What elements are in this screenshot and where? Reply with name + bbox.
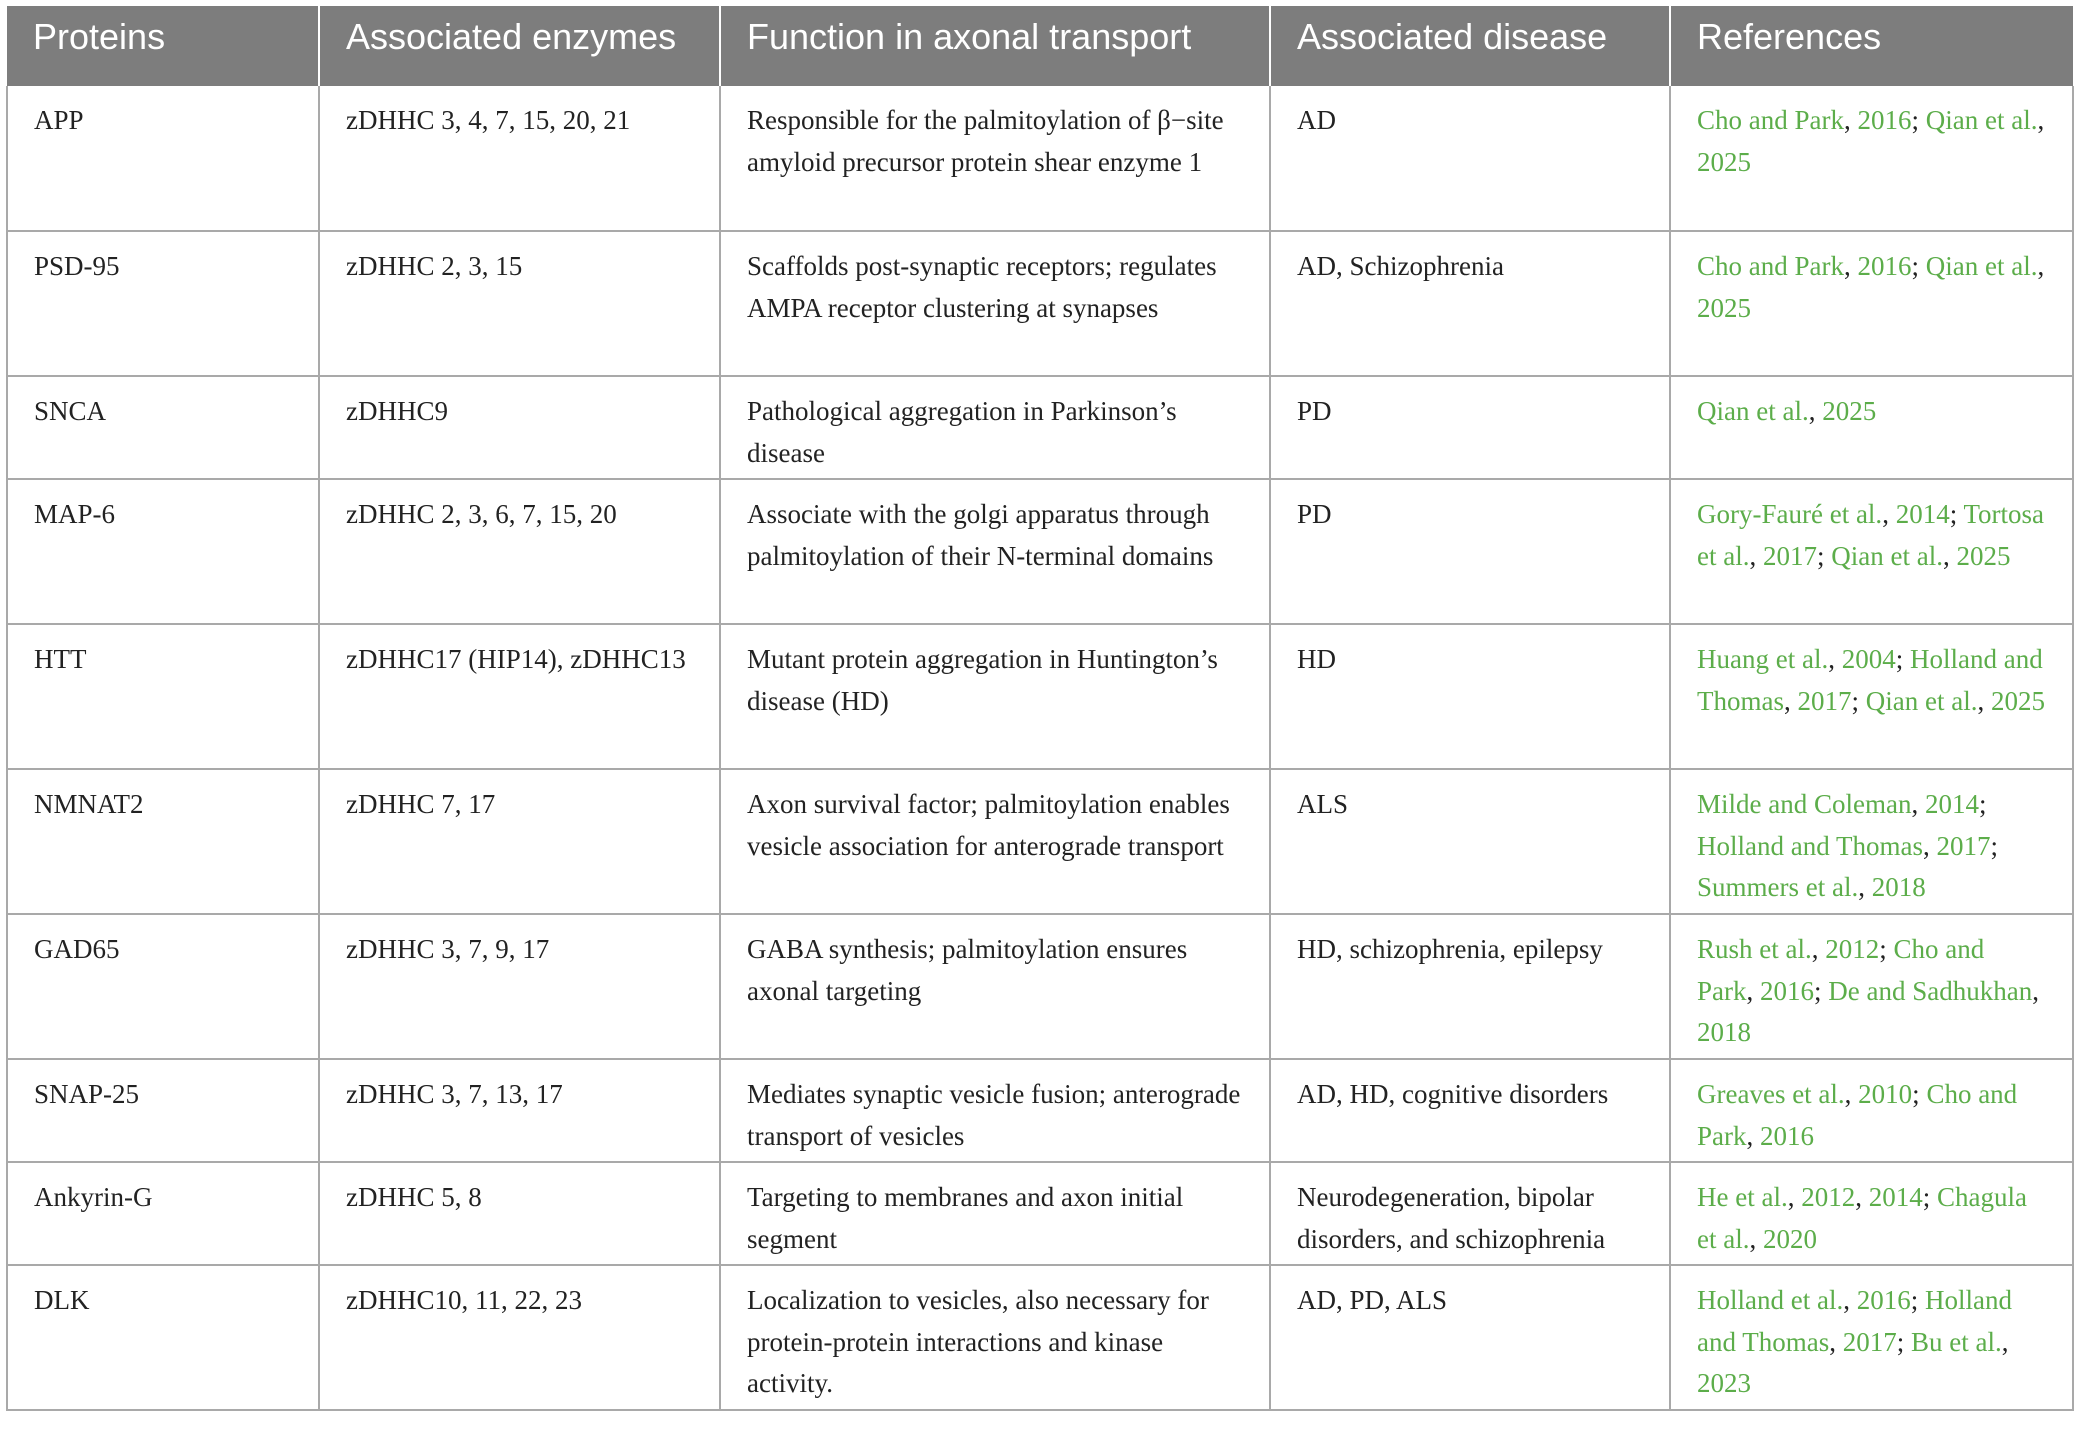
table-header xyxy=(7,6,2073,86)
reference-separator: ; xyxy=(1949,499,1964,529)
reference-link[interactable]: Summers et al. xyxy=(1697,872,1859,902)
cell-enzymes: zDHHC 3, 4, 7, 15, 20, 21 xyxy=(319,86,720,231)
reference-link[interactable]: 2012 xyxy=(1801,1182,1856,1212)
table-row xyxy=(7,769,2073,914)
reference-separator: , xyxy=(2001,1326,2009,1357)
table-row xyxy=(7,479,2073,624)
cell-enzymes: zDHHC10, 11, 22, 23 xyxy=(319,1265,720,1410)
cell-protein: Ankyrin-G xyxy=(7,1162,319,1265)
reference-link[interactable]: Gory-Fauré et al. xyxy=(1697,499,1883,529)
table-row xyxy=(7,624,2073,769)
header-function: Function in axonal transport xyxy=(720,6,1270,86)
reference-link[interactable]: 2018 xyxy=(1871,872,1926,902)
reference-separator: , xyxy=(1749,1223,1763,1254)
table-row xyxy=(7,231,2073,376)
table-row xyxy=(7,1265,2073,1410)
cell-protein: MAP-6 xyxy=(7,479,319,624)
reference-link[interactable]: 2025 xyxy=(1956,540,2011,571)
cell-enzymes: zDHHC 2, 3, 15 xyxy=(319,231,720,376)
reference-link[interactable]: Holland and Thomas xyxy=(1697,1285,2012,1357)
cell-disease: PD xyxy=(1270,479,1670,624)
reference-separator: ; xyxy=(1814,975,1829,1006)
cell-protein: NMNAT2 xyxy=(7,769,319,914)
reference-separator: , xyxy=(1828,644,1842,674)
reference-separator: , xyxy=(1843,251,1858,281)
reference-separator: , xyxy=(1922,830,1937,861)
reference-link[interactable]: Qian et al. xyxy=(1697,396,1809,426)
reference-separator: , xyxy=(2037,251,2045,281)
cell-disease: HD xyxy=(1270,624,1670,769)
cell-references xyxy=(1670,479,2073,624)
reference-link[interactable]: Huang et al. xyxy=(1697,644,1829,674)
reference-link[interactable]: 2016 xyxy=(1857,251,1912,281)
cell-enzymes: zDHHC 5, 8 xyxy=(319,1162,720,1265)
cell-enzymes: zDHHC 3, 7, 13, 17 xyxy=(319,1059,720,1162)
reference-separator: , xyxy=(1977,685,1991,716)
reference-separator: , xyxy=(1843,1285,1857,1315)
reference-link[interactable]: 2017 xyxy=(1936,830,1991,861)
reference-separator: , xyxy=(1855,1182,1869,1212)
cell-function: Associate with the golgi apparatus through palmitoylation of their N-terminal domains xyxy=(720,479,1270,624)
reference-link[interactable]: 2017 xyxy=(1842,1326,1897,1357)
reference-link[interactable]: Holland et al. xyxy=(1697,1285,1844,1315)
cell-references xyxy=(1670,914,2073,1059)
reference-separator: , xyxy=(1843,105,1858,135)
reference-link[interactable]: Cho and Park xyxy=(1697,105,1844,135)
cell-function: Mediates synaptic vesicle fusion; anterograde transport of vesicles xyxy=(720,1059,1270,1162)
cell-references xyxy=(1670,1059,2073,1162)
reference-link[interactable]: 2020 xyxy=(1762,1223,1817,1254)
reference-separator: ; xyxy=(1978,789,1987,819)
reference-separator: ; xyxy=(1912,1079,1927,1109)
reference-link[interactable]: 2017 xyxy=(1797,685,1852,716)
reference-separator: , xyxy=(1808,396,1823,426)
reference-link[interactable]: Qian et al. xyxy=(1925,105,2038,135)
cell-enzymes: zDHHC17 (HIP14), zDHHC13 xyxy=(319,624,720,769)
cell-references xyxy=(1670,1162,2073,1265)
reference-link[interactable]: Greaves et al. xyxy=(1697,1079,1845,1109)
reference-separator: , xyxy=(1858,872,1872,902)
cell-disease: AD, PD, ALS xyxy=(1270,1265,1670,1410)
cell-function: Axon survival factor; palmitoylation enables vesicle association for anterograde transport xyxy=(720,769,1270,914)
reference-link[interactable]: Holland and Thomas xyxy=(1697,830,1923,861)
cell-protein: SNCA xyxy=(7,376,319,479)
cell-enzymes: zDHHC 2, 3, 6, 7, 15, 20 xyxy=(319,479,720,624)
reference-link[interactable]: Qian et al. xyxy=(1925,251,2038,281)
reference-link[interactable]: Chagula et al. xyxy=(1697,1182,2027,1254)
cell-protein: DLK xyxy=(7,1265,319,1410)
reference-separator: ; xyxy=(1922,1182,1937,1212)
cell-disease: AD, HD, cognitive disorders xyxy=(1270,1059,1670,1162)
cell-enzymes: zDHHC 7, 17 xyxy=(319,769,720,914)
reference-separator: ; xyxy=(1911,105,1926,135)
reference-separator: ; xyxy=(1895,644,1910,674)
cell-function: Targeting to membranes and axon initial segment xyxy=(720,1162,1270,1265)
reference-link[interactable]: 2014 xyxy=(1924,789,1979,819)
cell-disease: AD xyxy=(1270,86,1670,231)
reference-separator: , xyxy=(1746,1120,1760,1151)
reference-separator: , xyxy=(1911,789,1925,819)
reference-link[interactable]: 2014 xyxy=(1868,1182,1923,1212)
reference-link[interactable]: 2016 xyxy=(1760,975,1814,1006)
reference-link[interactable]: Cho and Park xyxy=(1697,934,1985,1006)
reference-link[interactable]: 2017 xyxy=(1762,540,1817,571)
reference-link[interactable]: He et al. xyxy=(1697,1182,1788,1212)
reference-separator: , xyxy=(1784,685,1798,716)
cell-references xyxy=(1670,376,2073,479)
reference-separator: ; xyxy=(1990,830,1998,861)
reference-separator: ; xyxy=(1851,685,1866,716)
cell-function: Pathological aggregation in Parkinson’s disease xyxy=(720,376,1270,479)
reference-link[interactable]: Holland and Thomas xyxy=(1697,644,2043,716)
cell-function: Mutant protein aggregation in Huntington’s disease (HD) xyxy=(720,624,1270,769)
cell-function: Localization to vesicles, also necessary for protein-protein interactions and kinase activity. xyxy=(720,1265,1270,1410)
cell-function: GABA synthesis; palmitoylation ensures axonal targeting xyxy=(720,914,1270,1059)
header-associated-enzymes: Associated enzymes xyxy=(319,6,720,86)
table-row xyxy=(7,1059,2073,1162)
reference-link[interactable]: 2016 xyxy=(1760,1120,1814,1151)
reference-link[interactable]: Milde and Coleman xyxy=(1697,789,1912,819)
cell-enzymes: zDHHC9 xyxy=(319,376,720,479)
table-row xyxy=(7,376,2073,479)
reference-link[interactable]: Cho and Park xyxy=(1697,251,1844,281)
palmitoylation-protein-table xyxy=(6,6,2074,1411)
reference-link[interactable]: 2016 xyxy=(1857,105,1912,135)
reference-link[interactable]: Qian et al. xyxy=(1831,540,1943,571)
reference-link[interactable]: 2012 xyxy=(1825,934,1880,964)
reference-link[interactable]: 2025 xyxy=(1822,396,1877,426)
cell-protein: HTT xyxy=(7,624,319,769)
reference-link[interactable]: Tortosa et al. xyxy=(1697,499,2045,571)
reference-link[interactable]: De and Sadhukhan xyxy=(1828,975,2033,1006)
cell-references xyxy=(1670,231,2073,376)
cell-references xyxy=(1670,624,2073,769)
cell-function: Responsible for the palmitoylation of β−site amyloid precursor protein shear enzyme 1 xyxy=(720,86,1270,231)
reference-link[interactable]: 2018 xyxy=(1697,1017,1751,1047)
reference-separator: , xyxy=(1844,1079,1859,1109)
reference-link[interactable]: 2025 xyxy=(1697,146,1751,177)
reference-separator: , xyxy=(2032,975,2039,1006)
header-references: References xyxy=(1670,6,2073,86)
reference-separator: ; xyxy=(1910,1285,1925,1315)
reference-link[interactable]: 2025 xyxy=(1697,292,1751,323)
reference-link[interactable]: 2023 xyxy=(1697,1368,1751,1398)
protein-table-container xyxy=(6,6,2072,1411)
cell-enzymes: zDHHC 3, 7, 9, 17 xyxy=(319,914,720,1059)
cell-disease: ALS xyxy=(1270,769,1670,914)
header-proteins: Proteins xyxy=(7,6,319,86)
reference-separator: , xyxy=(1811,934,1826,964)
cell-protein: PSD-95 xyxy=(7,231,319,376)
reference-separator: , xyxy=(1882,499,1896,529)
cell-disease: HD, schizophrenia, epilepsy xyxy=(1270,914,1670,1059)
reference-link[interactable]: 2025 xyxy=(1990,685,2045,716)
reference-link[interactable]: 2014 xyxy=(1895,499,1950,529)
reference-separator: , xyxy=(1787,1182,1802,1212)
reference-separator: , xyxy=(1749,540,1763,571)
cell-protein: GAD65 xyxy=(7,914,319,1059)
cell-references xyxy=(1670,86,2073,231)
reference-link[interactable]: Cho and Park xyxy=(1697,1079,2018,1151)
cell-protein: APP xyxy=(7,86,319,231)
reference-link[interactable]: 2010 xyxy=(1858,1079,1913,1109)
reference-link[interactable]: Rush et al. xyxy=(1697,934,1812,964)
cell-protein: SNAP-25 xyxy=(7,1059,319,1162)
reference-separator: , xyxy=(1942,540,1957,571)
cell-disease: Neurodegeneration, bipolar disorders, and schizophrenia xyxy=(1270,1162,1670,1265)
table-row xyxy=(7,1162,2073,1265)
reference-link[interactable]: 2004 xyxy=(1841,644,1896,674)
cell-disease: PD xyxy=(1270,376,1670,479)
reference-separator: ; xyxy=(1911,251,1926,281)
cell-references xyxy=(1670,769,2073,914)
cell-disease: AD, Schizophrenia xyxy=(1270,231,1670,376)
reference-link[interactable]: Bu et al. xyxy=(1911,1326,2002,1357)
cell-references xyxy=(1670,1265,2073,1410)
reference-separator: , xyxy=(1746,975,1760,1006)
reference-separator: ; xyxy=(1879,934,1894,964)
reference-separator: , xyxy=(1829,1326,1843,1357)
reference-separator: , xyxy=(2037,105,2045,135)
reference-separator: ; xyxy=(1816,540,1832,571)
table-row xyxy=(7,86,2073,231)
table-row xyxy=(7,914,2073,1059)
header-associated-disease: Associated disease xyxy=(1270,6,1670,86)
table-body xyxy=(7,86,2073,1410)
reference-separator: ; xyxy=(1896,1326,1911,1357)
cell-function: Scaffolds post-synaptic receptors; regulates AMPA receptor clustering at synapses xyxy=(720,231,1270,376)
reference-link[interactable]: Qian et al. xyxy=(1865,685,1978,716)
header-row xyxy=(7,6,2073,86)
reference-link[interactable]: 2016 xyxy=(1856,1285,1911,1315)
